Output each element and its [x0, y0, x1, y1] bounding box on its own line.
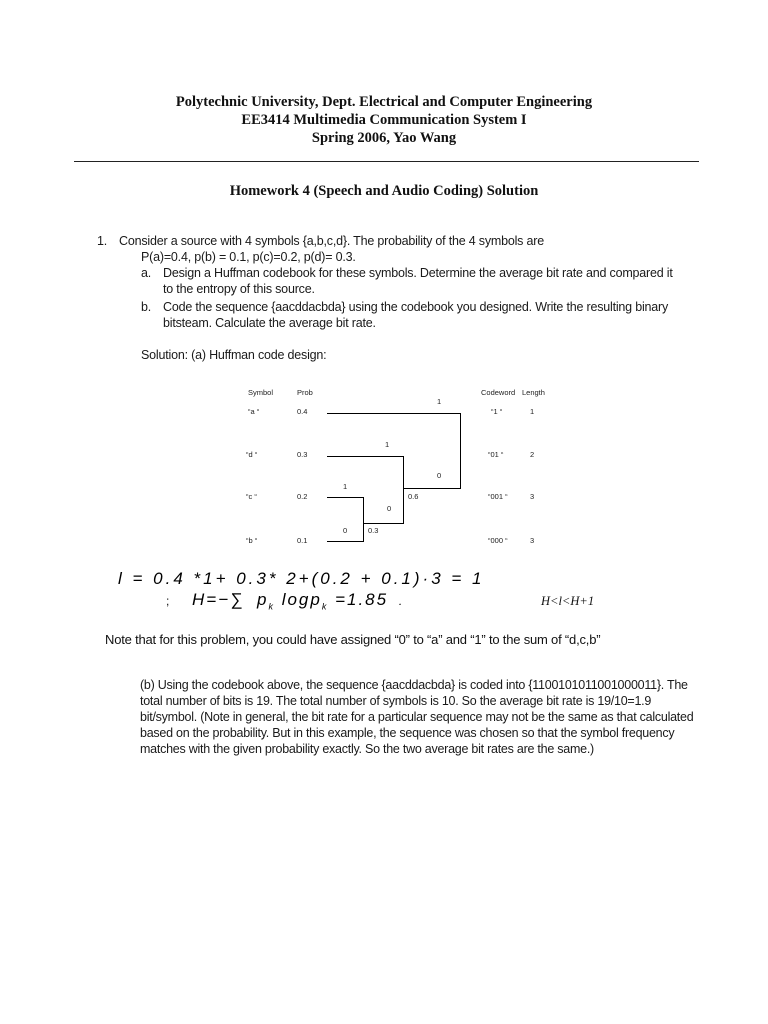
header-institution: Polytechnic University, Dept. Electrical and Computer Engineering: [175, 94, 593, 110]
codeword-a: “1 “: [491, 407, 503, 416]
prob-d: 0.3: [297, 450, 308, 459]
col-header-prob: Prob: [297, 388, 313, 397]
part-a-text-1: Design a Huffman codebook for these symbols. Determine the average bit rate and compared it: [163, 266, 673, 280]
length-c: 3: [530, 492, 535, 501]
symbol-b: “b “: [246, 536, 258, 545]
part-b-solution: (b) Using the codebook above, the sequence {aacddacbda} is coded into {1100101011001000011}. The total number of bits is 19. The total number of symbols is 10. So the average bit rate is 19/10=1.9 bit/symbol. (Note in general, the bit rate for a particular sequence may not be the same as that calculated based on the probability. But in this example, the sequence was chosen so that the symbol frequency matches with the given probability exactly. So the two average bit rates are the same.): [140, 678, 694, 756]
problem-intro: Consider a source with 4 symbols {a,b,c,d}. The probability of the 4 symbols are: [119, 234, 544, 248]
prob-c: 0.2: [297, 492, 308, 501]
branch-label-a: 1: [437, 397, 442, 406]
prob-a: 0.4: [297, 407, 308, 416]
node-label-03: 0.3: [368, 526, 379, 535]
col-header-codeword: Codeword: [481, 388, 516, 397]
entropy-bound: H<l<H+1: [541, 594, 595, 608]
document-title: Homework 4 (Speech and Audio Coding) Solution: [229, 183, 539, 199]
branch-label-c: 1: [343, 482, 348, 491]
col-header-symbol: Symbol: [248, 388, 274, 397]
codeword-b: “000 “: [488, 536, 508, 545]
part-a-label: a.: [141, 266, 152, 280]
avg-rate-formula: l = 0.4 *1+ 0.3* 2+(0.2 + 0.1)·3 = 1: [118, 569, 485, 588]
entropy-formula: [192, 590, 404, 611]
entropy-prefix: H=−∑: [192, 590, 245, 609]
formula-separator: ;: [166, 594, 170, 608]
col-header-length: Length: [522, 388, 545, 397]
solution-heading: Solution: (a) Huffman code design:: [141, 348, 327, 362]
node-label-06: 0.6: [408, 492, 419, 501]
part-a-text-2: to the entropy of this source.: [163, 282, 315, 296]
symbol-c: “c “: [246, 492, 257, 501]
branch-label-b: 0: [343, 526, 348, 535]
entropy-sub-1: k: [268, 601, 275, 612]
entropy-sub-2: k: [321, 601, 329, 612]
branch-label-d: 1: [385, 440, 390, 449]
length-d: 2: [530, 450, 535, 459]
symbol-d: “d “: [246, 450, 258, 459]
part-b-text-1: Code the sequence {aacddacbda} using the codebook you designed. Write the resulting binary: [163, 300, 669, 314]
length-b: 3: [530, 536, 535, 545]
problem-number: 1.: [97, 234, 108, 248]
length-a: 1: [530, 407, 535, 416]
symbol-a: “a “: [248, 407, 260, 416]
problem-probabilities: P(a)=0.4, p(b) = 0.1, p(c)=0.2, p(d)= 0.3.: [141, 250, 356, 264]
branch-label-node03: 0: [387, 504, 392, 513]
entropy-value: =1.85: [335, 590, 389, 609]
note-text: Note that for this problem, you could have assigned “0” to “a” and “1” to the sum of “d,c,b”: [105, 632, 601, 647]
entropy-term: p: [257, 590, 269, 609]
branch-label-node06: 0: [437, 471, 442, 480]
header-course: EE3414 Multimedia Communication System I: [241, 112, 527, 128]
codeword-d: “01 “: [488, 450, 504, 459]
part-b-text-2: bitsteam. Calculate the average bit rate.: [163, 316, 376, 330]
header-term: Spring 2006, Yao Wang: [311, 130, 457, 146]
entropy-log: logp: [281, 590, 322, 609]
prob-b: 0.1: [297, 536, 308, 545]
note-clip-mask: [100, 650, 720, 662]
part-b-label: b.: [141, 300, 152, 314]
codeword-c: “001 “: [488, 492, 508, 501]
entropy-dot: .: [398, 594, 405, 608]
